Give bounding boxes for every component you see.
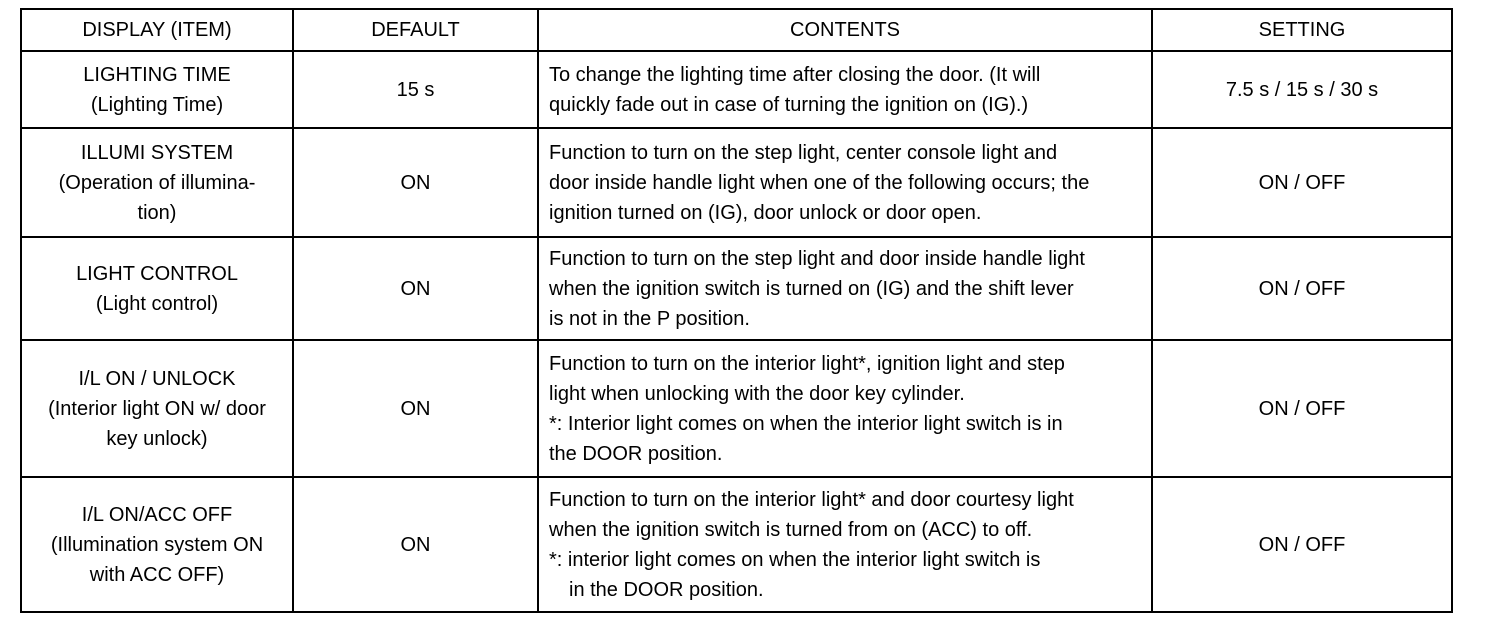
default-cell: ON xyxy=(293,237,538,340)
item-line: (Lighting Time) xyxy=(90,93,224,116)
default-cell: 15 s xyxy=(293,51,538,128)
customize-table-sheet xyxy=(20,8,1452,613)
item-line: (Illumination system ON xyxy=(50,533,264,556)
item-line: LIGHTING TIME xyxy=(83,63,231,86)
item-line: tion) xyxy=(137,201,177,224)
item-cell xyxy=(21,128,293,237)
contents-line: *: Interior light comes on when the interior light switch is in xyxy=(549,412,1063,435)
customize-settings-table xyxy=(20,8,1453,613)
table-header-row xyxy=(21,9,1452,51)
item-cell xyxy=(21,51,293,128)
item-line: LIGHT CONTROL xyxy=(76,262,238,285)
item-line: with ACC OFF) xyxy=(89,563,225,586)
item-line: key unlock) xyxy=(106,427,208,450)
item-line: (Interior light ON w/ door xyxy=(48,397,266,420)
contents-line: when the ignition switch is turned on (IG) and the shift lever xyxy=(549,277,1074,300)
setting-cell: 7.5 s / 15 s / 30 s xyxy=(1152,51,1452,128)
contents-line: ignition turned on (IG), door unlock or door open. xyxy=(549,201,982,224)
contents-line: when the ignition switch is turned from on (ACC) to off. xyxy=(549,518,1033,541)
setting-cell: ON / OFF xyxy=(1152,477,1452,612)
default-cell: ON xyxy=(293,477,538,612)
table-row xyxy=(21,340,1452,477)
header-contents: CONTENTS xyxy=(538,9,1152,51)
setting-cell: ON / OFF xyxy=(1152,237,1452,340)
contents-line: quickly fade out in case of turning the ignition on (IG).) xyxy=(549,93,1029,116)
table-row xyxy=(21,128,1452,237)
contents-line: Function to turn on the interior light*, ignition light and step xyxy=(549,352,1065,375)
setting-cell: ON / OFF xyxy=(1152,340,1452,477)
item-cell xyxy=(21,340,293,477)
contents-line: Function to turn on the interior light* and door courtesy light xyxy=(549,488,1074,511)
contents-line: *: interior light comes on when the interior light switch is xyxy=(549,548,1041,571)
contents-cell xyxy=(538,477,1152,612)
contents-cell xyxy=(538,340,1152,477)
contents-cell xyxy=(538,237,1152,340)
contents-line: Function to turn on the step light and door inside handle light xyxy=(549,247,1085,270)
header-default: DEFAULT xyxy=(293,9,538,51)
table-row xyxy=(21,51,1452,128)
item-line: ILLUMI SYSTEM xyxy=(80,141,234,164)
contents-line: the DOOR position. xyxy=(549,442,723,465)
contents-cell xyxy=(538,128,1152,237)
contents-cell xyxy=(538,51,1152,128)
contents-line: is not in the P position. xyxy=(549,307,750,330)
item-cell xyxy=(21,477,293,612)
contents-line: door inside handle light when one of the following occurs; the xyxy=(549,171,1090,194)
contents-line: light when unlocking with the door key cylinder. xyxy=(549,382,965,405)
default-cell: ON xyxy=(293,340,538,477)
header-display-item: DISPLAY (ITEM) xyxy=(21,9,293,51)
default-cell: ON xyxy=(293,128,538,237)
contents-line: To change the lighting time after closing the door. (It will xyxy=(549,63,1041,86)
contents-line: Function to turn on the step light, center console light and xyxy=(549,141,1058,164)
setting-cell: ON / OFF xyxy=(1152,128,1452,237)
table-row xyxy=(21,477,1452,612)
item-line: I/L ON/ACC OFF xyxy=(81,503,233,526)
item-line: (Light control) xyxy=(95,292,219,315)
item-cell xyxy=(21,237,293,340)
header-setting: SETTING xyxy=(1152,9,1452,51)
item-line: I/L ON / UNLOCK xyxy=(78,367,236,390)
contents-line: in the DOOR position. xyxy=(569,578,764,601)
table-row xyxy=(21,237,1452,340)
item-line: (Operation of illumina- xyxy=(58,171,256,194)
